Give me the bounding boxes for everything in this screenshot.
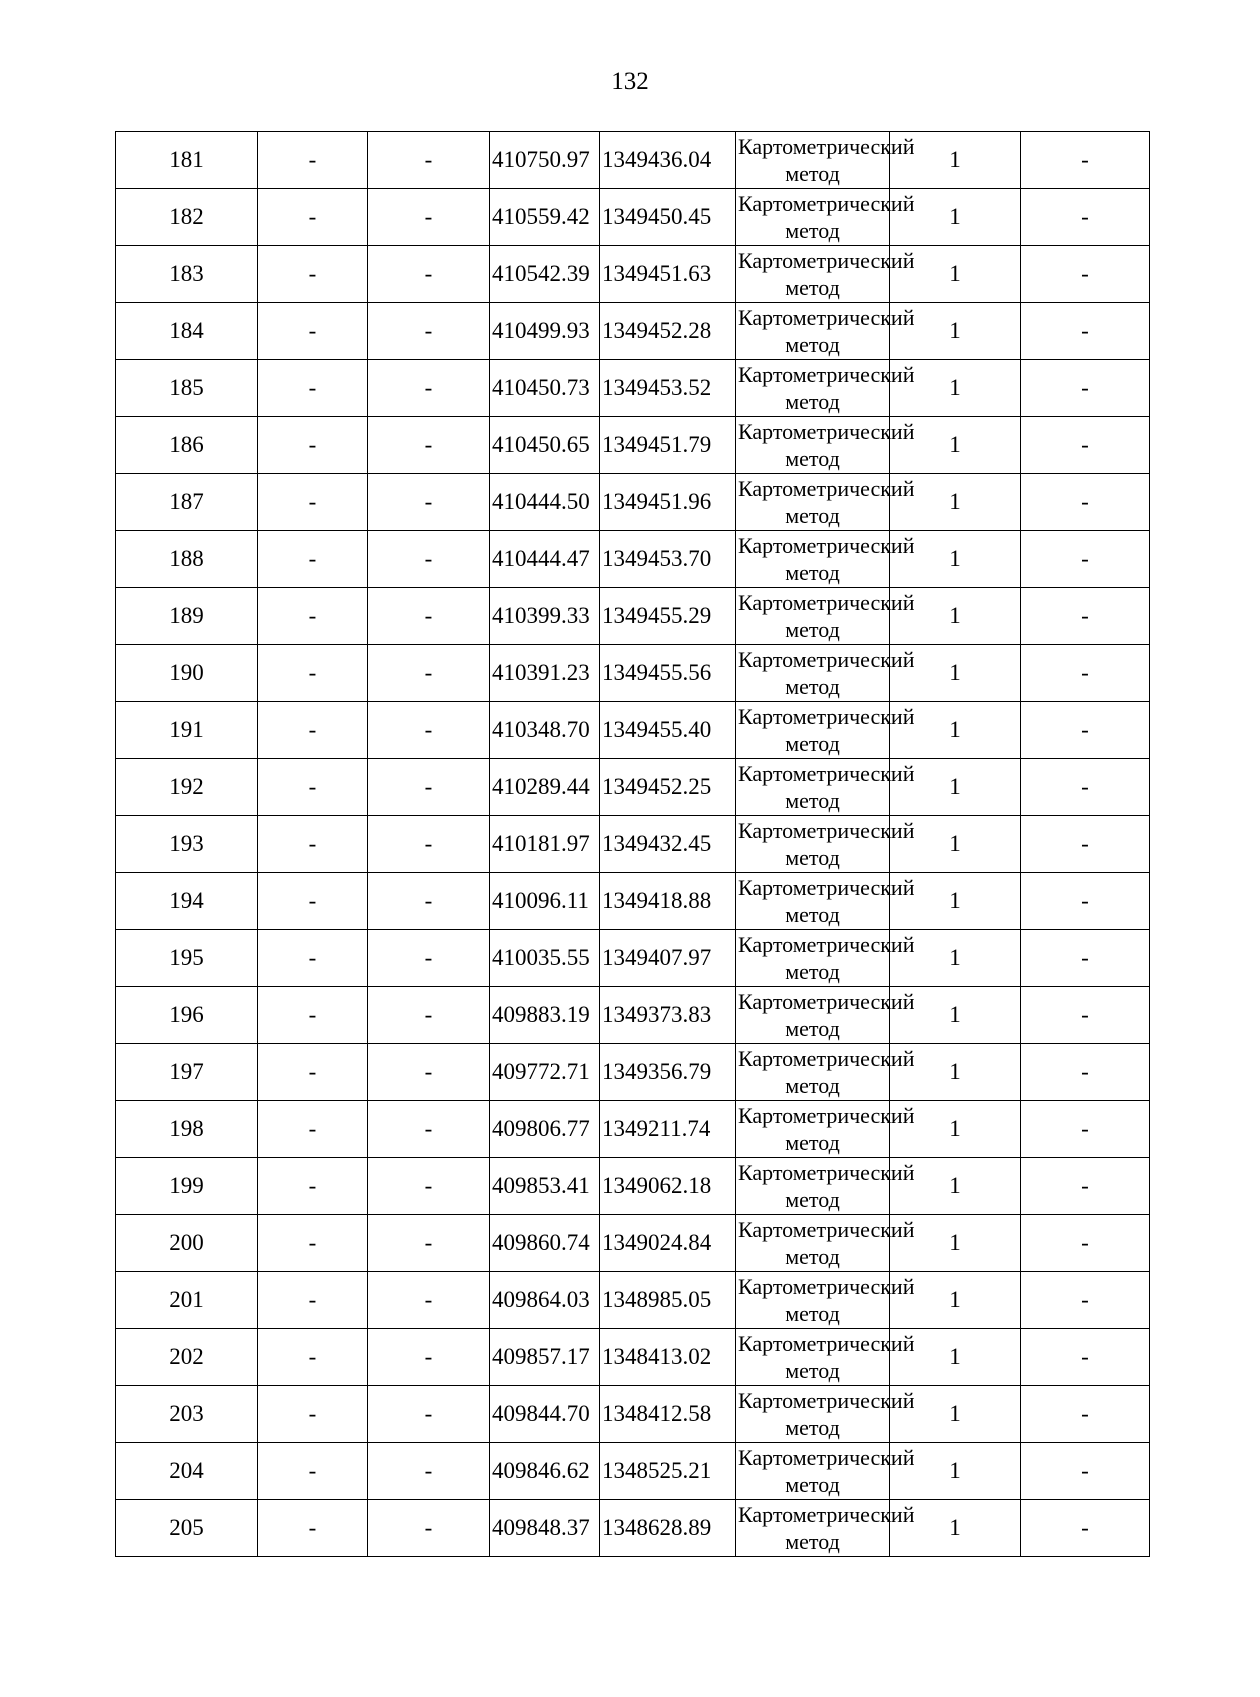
point-number-cell: 201 bbox=[116, 1272, 258, 1329]
empty-cell: - bbox=[258, 1158, 368, 1215]
method-cell: Картометрический метод bbox=[736, 474, 890, 531]
method-cell: Картометрический метод bbox=[736, 645, 890, 702]
method-cell: Картометрический метод bbox=[736, 189, 890, 246]
y-coordinate-cell: 1349211.74 bbox=[600, 1101, 736, 1158]
point-number-cell: 182 bbox=[116, 189, 258, 246]
table-row bbox=[116, 816, 1150, 873]
y-coordinate-cell: 1349436.04 bbox=[600, 132, 736, 189]
accuracy-cell: 1 bbox=[890, 246, 1021, 303]
y-coordinate-cell: 1348985.05 bbox=[600, 1272, 736, 1329]
x-coordinate-cell: 409772.71 bbox=[490, 1044, 600, 1101]
empty-cell: - bbox=[368, 1500, 490, 1557]
accuracy-cell: 1 bbox=[890, 987, 1021, 1044]
method-cell: Картометрический метод bbox=[736, 1215, 890, 1272]
x-coordinate-cell: 409806.77 bbox=[490, 1101, 600, 1158]
table-row bbox=[116, 1101, 1150, 1158]
y-coordinate-cell: 1349451.79 bbox=[600, 417, 736, 474]
accuracy-cell: 1 bbox=[890, 1500, 1021, 1557]
accuracy-cell: 1 bbox=[890, 1272, 1021, 1329]
note-cell: - bbox=[1021, 702, 1150, 759]
empty-cell: - bbox=[258, 873, 368, 930]
empty-cell: - bbox=[368, 474, 490, 531]
method-cell: Картометрический метод bbox=[736, 1329, 890, 1386]
empty-cell: - bbox=[258, 645, 368, 702]
point-number-cell: 196 bbox=[116, 987, 258, 1044]
empty-cell: - bbox=[368, 1329, 490, 1386]
empty-cell: - bbox=[258, 246, 368, 303]
empty-cell: - bbox=[368, 1101, 490, 1158]
method-cell: Картометрический метод bbox=[736, 759, 890, 816]
accuracy-cell: 1 bbox=[890, 759, 1021, 816]
x-coordinate-cell: 410450.73 bbox=[490, 360, 600, 417]
x-coordinate-cell: 410391.23 bbox=[490, 645, 600, 702]
method-cell: Картометрический метод bbox=[736, 1500, 890, 1557]
accuracy-cell: 1 bbox=[890, 1329, 1021, 1386]
method-cell: Картометрический метод bbox=[736, 1158, 890, 1215]
note-cell: - bbox=[1021, 1101, 1150, 1158]
note-cell: - bbox=[1021, 873, 1150, 930]
table-row bbox=[116, 132, 1150, 189]
table-row bbox=[116, 759, 1150, 816]
empty-cell: - bbox=[258, 588, 368, 645]
empty-cell: - bbox=[368, 132, 490, 189]
method-cell: Картометрический метод bbox=[736, 1386, 890, 1443]
x-coordinate-cell: 409883.19 bbox=[490, 987, 600, 1044]
method-cell: Картометрический метод bbox=[736, 930, 890, 987]
empty-cell: - bbox=[258, 1101, 368, 1158]
y-coordinate-cell: 1349407.97 bbox=[600, 930, 736, 987]
table-row bbox=[116, 645, 1150, 702]
empty-cell: - bbox=[368, 1044, 490, 1101]
method-cell: Картометрический метод bbox=[736, 1443, 890, 1500]
method-cell: Картометрический метод bbox=[736, 873, 890, 930]
y-coordinate-cell: 1349062.18 bbox=[600, 1158, 736, 1215]
empty-cell: - bbox=[368, 531, 490, 588]
point-number-cell: 204 bbox=[116, 1443, 258, 1500]
y-coordinate-cell: 1348525.21 bbox=[600, 1443, 736, 1500]
empty-cell: - bbox=[258, 189, 368, 246]
empty-cell: - bbox=[368, 1215, 490, 1272]
note-cell: - bbox=[1021, 987, 1150, 1044]
method-cell: Картометрический метод bbox=[736, 588, 890, 645]
table-row bbox=[116, 588, 1150, 645]
method-cell: Картометрический метод bbox=[736, 132, 890, 189]
method-cell: Картометрический метод bbox=[736, 702, 890, 759]
method-cell: Картометрический метод bbox=[736, 1101, 890, 1158]
y-coordinate-cell: 1349024.84 bbox=[600, 1215, 736, 1272]
point-number-cell: 185 bbox=[116, 360, 258, 417]
x-coordinate-cell: 410096.11 bbox=[490, 873, 600, 930]
empty-cell: - bbox=[368, 246, 490, 303]
table-row bbox=[116, 1329, 1150, 1386]
note-cell: - bbox=[1021, 816, 1150, 873]
note-cell: - bbox=[1021, 360, 1150, 417]
note-cell: - bbox=[1021, 1272, 1150, 1329]
table-row bbox=[116, 1158, 1150, 1215]
point-number-cell: 183 bbox=[116, 246, 258, 303]
x-coordinate-cell: 410399.33 bbox=[490, 588, 600, 645]
x-coordinate-cell: 409844.70 bbox=[490, 1386, 600, 1443]
table-row bbox=[116, 189, 1150, 246]
x-coordinate-cell: 410348.70 bbox=[490, 702, 600, 759]
method-cell: Картометрический метод bbox=[736, 246, 890, 303]
method-cell: Картометрический метод bbox=[736, 531, 890, 588]
note-cell: - bbox=[1021, 189, 1150, 246]
empty-cell: - bbox=[258, 1443, 368, 1500]
empty-cell: - bbox=[368, 873, 490, 930]
table-row bbox=[116, 1044, 1150, 1101]
x-coordinate-cell: 410499.93 bbox=[490, 303, 600, 360]
empty-cell: - bbox=[368, 588, 490, 645]
accuracy-cell: 1 bbox=[890, 1044, 1021, 1101]
y-coordinate-cell: 1349418.88 bbox=[600, 873, 736, 930]
table-row bbox=[116, 930, 1150, 987]
table-row bbox=[116, 474, 1150, 531]
note-cell: - bbox=[1021, 132, 1150, 189]
accuracy-cell: 1 bbox=[890, 816, 1021, 873]
accuracy-cell: 1 bbox=[890, 645, 1021, 702]
point-number-cell: 203 bbox=[116, 1386, 258, 1443]
y-coordinate-cell: 1349450.45 bbox=[600, 189, 736, 246]
table-row bbox=[116, 1272, 1150, 1329]
note-cell: - bbox=[1021, 1443, 1150, 1500]
accuracy-cell: 1 bbox=[890, 360, 1021, 417]
y-coordinate-cell: 1349453.52 bbox=[600, 360, 736, 417]
x-coordinate-cell: 410559.42 bbox=[490, 189, 600, 246]
x-coordinate-cell: 409860.74 bbox=[490, 1215, 600, 1272]
method-cell: Картометрический метод bbox=[736, 987, 890, 1044]
empty-cell: - bbox=[368, 1158, 490, 1215]
table-row bbox=[116, 303, 1150, 360]
table-row bbox=[116, 246, 1150, 303]
note-cell: - bbox=[1021, 246, 1150, 303]
note-cell: - bbox=[1021, 588, 1150, 645]
y-coordinate-cell: 1348412.58 bbox=[600, 1386, 736, 1443]
method-cell: Картометрический метод bbox=[736, 417, 890, 474]
empty-cell: - bbox=[368, 189, 490, 246]
empty-cell: - bbox=[368, 759, 490, 816]
empty-cell: - bbox=[368, 1272, 490, 1329]
method-cell: Картометрический метод bbox=[736, 1272, 890, 1329]
x-coordinate-cell: 409853.41 bbox=[490, 1158, 600, 1215]
accuracy-cell: 1 bbox=[890, 702, 1021, 759]
note-cell: - bbox=[1021, 1044, 1150, 1101]
empty-cell: - bbox=[368, 816, 490, 873]
empty-cell: - bbox=[258, 1044, 368, 1101]
empty-cell: - bbox=[258, 417, 368, 474]
note-cell: - bbox=[1021, 930, 1150, 987]
table-row bbox=[116, 1215, 1150, 1272]
empty-cell: - bbox=[258, 1215, 368, 1272]
empty-cell: - bbox=[258, 930, 368, 987]
empty-cell: - bbox=[368, 987, 490, 1044]
empty-cell: - bbox=[368, 645, 490, 702]
page-number: 132 bbox=[611, 68, 649, 95]
accuracy-cell: 1 bbox=[890, 303, 1021, 360]
y-coordinate-cell: 1349452.28 bbox=[600, 303, 736, 360]
x-coordinate-cell: 409857.17 bbox=[490, 1329, 600, 1386]
x-coordinate-cell: 410035.55 bbox=[490, 930, 600, 987]
point-number-cell: 205 bbox=[116, 1500, 258, 1557]
point-number-cell: 195 bbox=[116, 930, 258, 987]
x-coordinate-cell: 410289.44 bbox=[490, 759, 600, 816]
point-number-cell: 194 bbox=[116, 873, 258, 930]
note-cell: - bbox=[1021, 759, 1150, 816]
empty-cell: - bbox=[258, 132, 368, 189]
table-row bbox=[116, 360, 1150, 417]
note-cell: - bbox=[1021, 645, 1150, 702]
x-coordinate-cell: 410450.65 bbox=[490, 417, 600, 474]
empty-cell: - bbox=[258, 474, 368, 531]
empty-cell: - bbox=[258, 303, 368, 360]
y-coordinate-cell: 1349452.25 bbox=[600, 759, 736, 816]
table-row bbox=[116, 702, 1150, 759]
coordinates-table bbox=[115, 131, 1150, 1557]
accuracy-cell: 1 bbox=[890, 1443, 1021, 1500]
accuracy-cell: 1 bbox=[890, 132, 1021, 189]
empty-cell: - bbox=[368, 1443, 490, 1500]
note-cell: - bbox=[1021, 1215, 1150, 1272]
y-coordinate-cell: 1349451.96 bbox=[600, 474, 736, 531]
empty-cell: - bbox=[258, 759, 368, 816]
x-coordinate-cell: 409848.37 bbox=[490, 1500, 600, 1557]
empty-cell: - bbox=[368, 1386, 490, 1443]
point-number-cell: 190 bbox=[116, 645, 258, 702]
empty-cell: - bbox=[258, 987, 368, 1044]
note-cell: - bbox=[1021, 1386, 1150, 1443]
empty-cell: - bbox=[368, 930, 490, 987]
y-coordinate-cell: 1349356.79 bbox=[600, 1044, 736, 1101]
empty-cell: - bbox=[258, 360, 368, 417]
accuracy-cell: 1 bbox=[890, 1158, 1021, 1215]
point-number-cell: 181 bbox=[116, 132, 258, 189]
x-coordinate-cell: 409864.03 bbox=[490, 1272, 600, 1329]
empty-cell: - bbox=[258, 702, 368, 759]
accuracy-cell: 1 bbox=[890, 1215, 1021, 1272]
point-number-cell: 202 bbox=[116, 1329, 258, 1386]
y-coordinate-cell: 1349373.83 bbox=[600, 987, 736, 1044]
method-cell: Картометрический метод bbox=[736, 1044, 890, 1101]
note-cell: - bbox=[1021, 417, 1150, 474]
table-row bbox=[116, 1386, 1150, 1443]
x-coordinate-cell: 410181.97 bbox=[490, 816, 600, 873]
y-coordinate-cell: 1348628.89 bbox=[600, 1500, 736, 1557]
empty-cell: - bbox=[258, 816, 368, 873]
table-row bbox=[116, 531, 1150, 588]
point-number-cell: 189 bbox=[116, 588, 258, 645]
note-cell: - bbox=[1021, 474, 1150, 531]
empty-cell: - bbox=[258, 1272, 368, 1329]
note-cell: - bbox=[1021, 531, 1150, 588]
y-coordinate-cell: 1348413.02 bbox=[600, 1329, 736, 1386]
empty-cell: - bbox=[368, 702, 490, 759]
table-body bbox=[116, 132, 1150, 1557]
empty-cell: - bbox=[258, 1386, 368, 1443]
accuracy-cell: 1 bbox=[890, 930, 1021, 987]
method-cell: Картометрический метод bbox=[736, 303, 890, 360]
y-coordinate-cell: 1349455.40 bbox=[600, 702, 736, 759]
table-row bbox=[116, 1443, 1150, 1500]
point-number-cell: 199 bbox=[116, 1158, 258, 1215]
x-coordinate-cell: 410542.39 bbox=[490, 246, 600, 303]
note-cell: - bbox=[1021, 303, 1150, 360]
point-number-cell: 186 bbox=[116, 417, 258, 474]
x-coordinate-cell: 409846.62 bbox=[490, 1443, 600, 1500]
point-number-cell: 191 bbox=[116, 702, 258, 759]
accuracy-cell: 1 bbox=[890, 474, 1021, 531]
point-number-cell: 188 bbox=[116, 531, 258, 588]
point-number-cell: 200 bbox=[116, 1215, 258, 1272]
y-coordinate-cell: 1349453.70 bbox=[600, 531, 736, 588]
empty-cell: - bbox=[258, 531, 368, 588]
point-number-cell: 198 bbox=[116, 1101, 258, 1158]
x-coordinate-cell: 410444.47 bbox=[490, 531, 600, 588]
x-coordinate-cell: 410444.50 bbox=[490, 474, 600, 531]
y-coordinate-cell: 1349455.56 bbox=[600, 645, 736, 702]
note-cell: - bbox=[1021, 1329, 1150, 1386]
table-row bbox=[116, 873, 1150, 930]
empty-cell: - bbox=[368, 417, 490, 474]
x-coordinate-cell: 410750.97 bbox=[490, 132, 600, 189]
y-coordinate-cell: 1349432.45 bbox=[600, 816, 736, 873]
accuracy-cell: 1 bbox=[890, 189, 1021, 246]
point-number-cell: 192 bbox=[116, 759, 258, 816]
empty-cell: - bbox=[368, 360, 490, 417]
point-number-cell: 197 bbox=[116, 1044, 258, 1101]
y-coordinate-cell: 1349451.63 bbox=[600, 246, 736, 303]
table-row bbox=[116, 987, 1150, 1044]
accuracy-cell: 1 bbox=[890, 417, 1021, 474]
empty-cell: - bbox=[368, 303, 490, 360]
accuracy-cell: 1 bbox=[890, 873, 1021, 930]
point-number-cell: 193 bbox=[116, 816, 258, 873]
table-row bbox=[116, 1500, 1150, 1557]
method-cell: Картометрический метод bbox=[736, 360, 890, 417]
point-number-cell: 187 bbox=[116, 474, 258, 531]
accuracy-cell: 1 bbox=[890, 531, 1021, 588]
empty-cell: - bbox=[258, 1500, 368, 1557]
table-row bbox=[116, 417, 1150, 474]
y-coordinate-cell: 1349455.29 bbox=[600, 588, 736, 645]
empty-cell: - bbox=[258, 1329, 368, 1386]
note-cell: - bbox=[1021, 1158, 1150, 1215]
accuracy-cell: 1 bbox=[890, 588, 1021, 645]
accuracy-cell: 1 bbox=[890, 1101, 1021, 1158]
method-cell: Картометрический метод bbox=[736, 816, 890, 873]
accuracy-cell: 1 bbox=[890, 1386, 1021, 1443]
point-number-cell: 184 bbox=[116, 303, 258, 360]
note-cell: - bbox=[1021, 1500, 1150, 1557]
